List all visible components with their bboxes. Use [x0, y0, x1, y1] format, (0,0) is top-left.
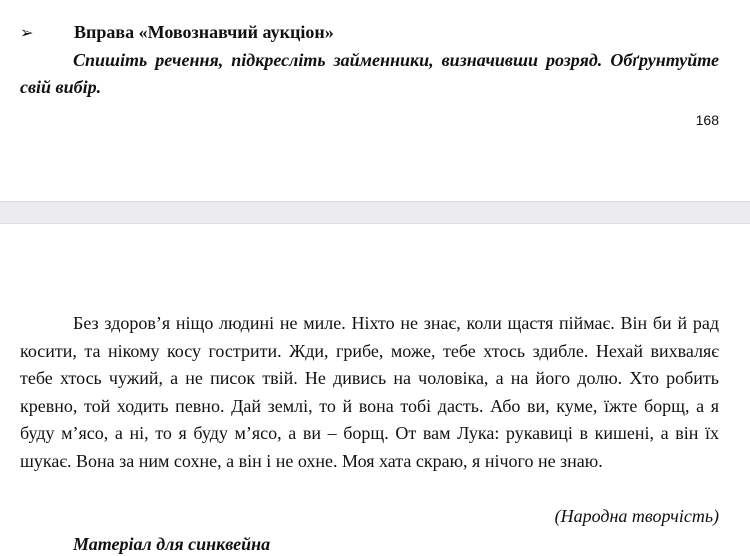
- exercise-heading: [20, 20, 334, 45]
- proverbs-paragraph: Без здоров’я ніщо людині не миле. Ніхто не знає, коли щастя піймає. Він би й рад косити, та нікому косу гострити. Жди, грибе, може, тебе хтось здибле. Нехай вихваляє тебе хтось чужий, а не писок твій. Не дивись на чоловіка, а на його долю. Хто робить кревно, той ходить певно. Дай землі, то й вона тобі дасть. Або ви, куме, їжте борщ, а я буду м’ясо, а ні, то я буду м’ясо, а ви – борщ. От вам Лука: рукавиці в кишені, а він їх шукає. Вона за ним сохне, а він і не охне. Моя хата скраю, я нічого не знаю.: [20, 313, 719, 471]
- exercise-title: Вправа «Мовознавчий аукціон»: [74, 22, 334, 42]
- page-number: 168: [695, 112, 719, 128]
- page-separator: [0, 201, 750, 224]
- document-page-bottom: [0, 224, 750, 554]
- exercise-instruction: Спишіть речення, підкресліть займенники, визначивши розряд. Обґрунтуйте свій вибір.: [20, 50, 719, 97]
- arrowhead-bullet-icon: ➢: [20, 23, 34, 42]
- source-attribution: (Народна творчість): [554, 506, 719, 526]
- document-page-top: [0, 0, 750, 201]
- next-section-heading: Матеріал для синквейна: [73, 534, 271, 554]
